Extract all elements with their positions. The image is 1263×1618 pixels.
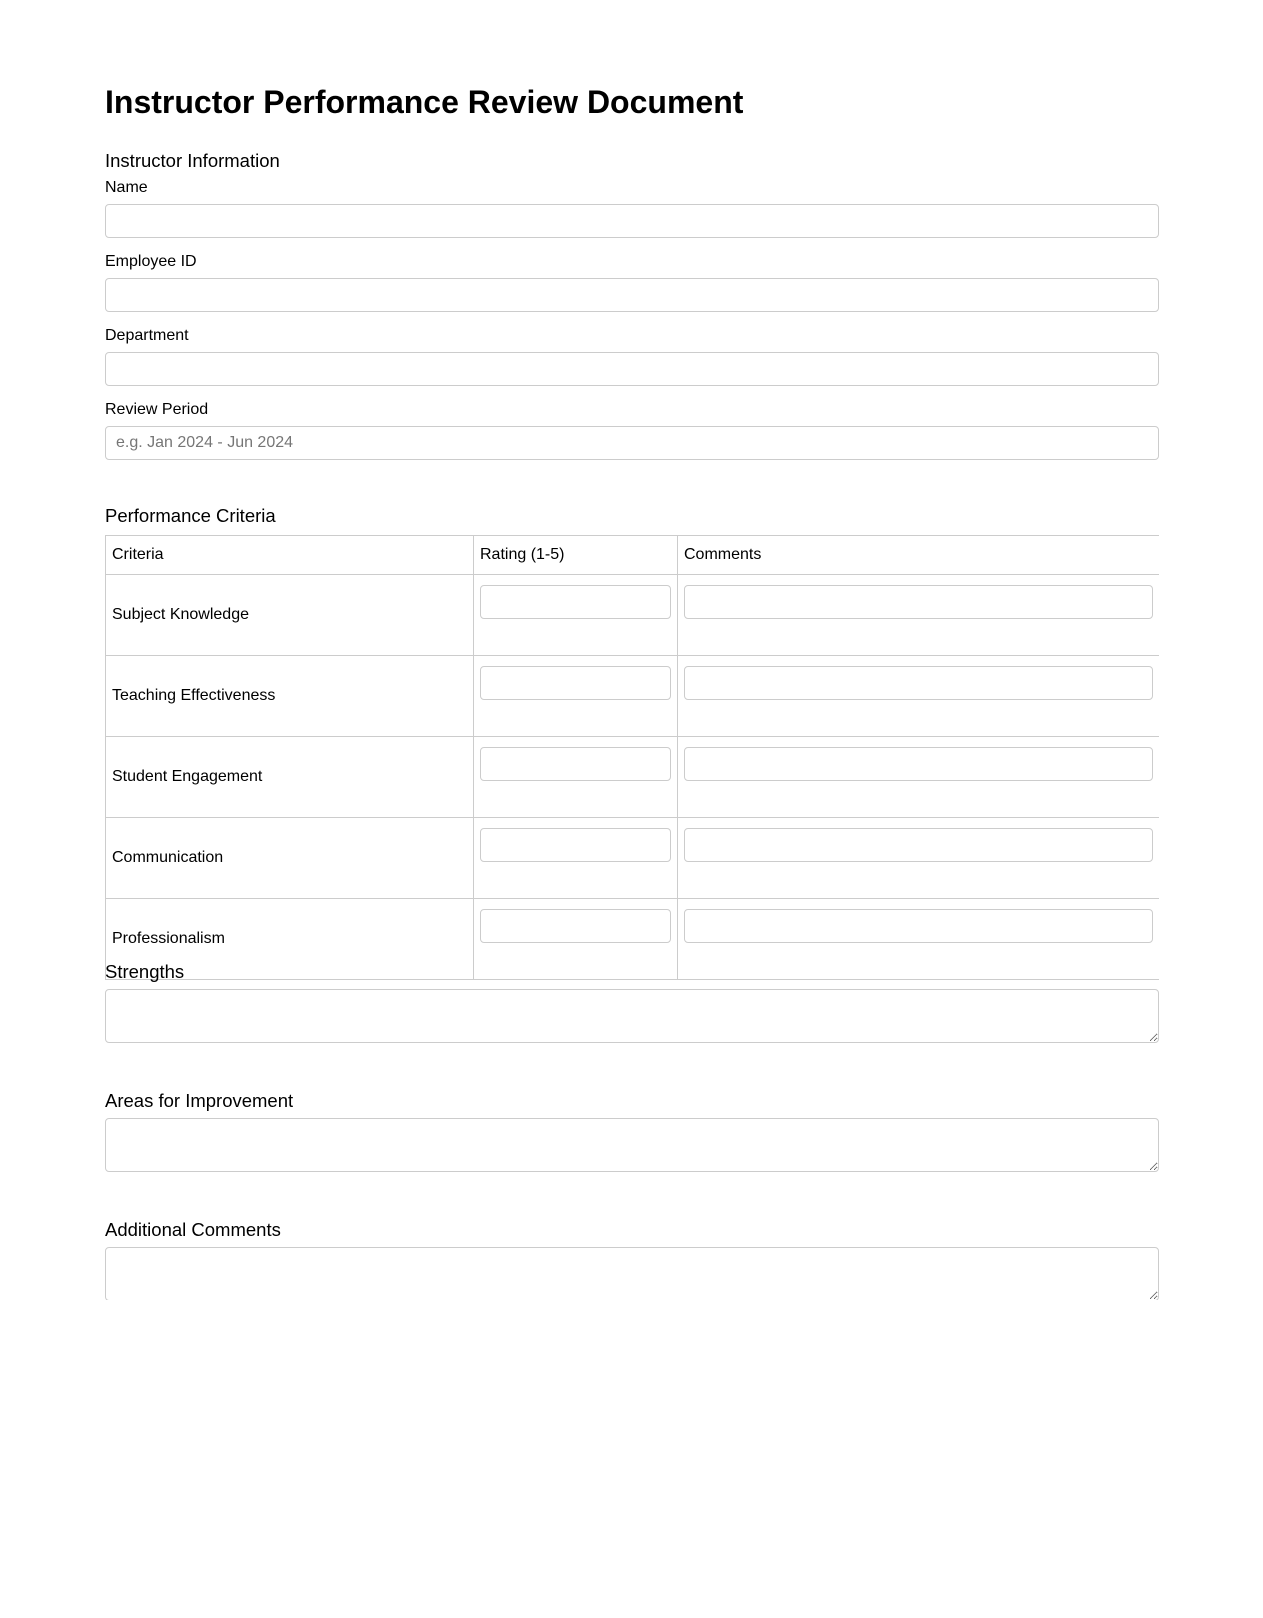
criteria-subject-knowledge: Subject Knowledge [106,575,474,656]
review-period-input[interactable] [105,426,1159,460]
comments-input-teaching-effectiveness[interactable] [684,666,1153,700]
areas-for-improvement-textarea[interactable] [105,1118,1159,1172]
table-row [106,899,1160,980]
rating-cell [474,575,678,656]
review-period-label: Review Period [105,401,209,418]
table-row [106,656,1160,737]
strengths-heading: Strengths [105,961,185,982]
review-document [105,0,1159,1300]
employee-id-input[interactable] [105,278,1159,312]
rating-cell [474,818,678,899]
rating-input-student-engagement[interactable] [480,747,671,781]
comments-input-professionalism[interactable] [684,909,1153,943]
department-label: Department [105,327,189,344]
rating-cell [474,737,678,818]
additional-comments-textarea[interactable] [105,1247,1159,1300]
table-row [106,575,1160,656]
additional-comments-heading: Additional Comments [105,1219,281,1240]
department-input[interactable] [105,352,1159,386]
comments-input-communication[interactable] [684,828,1153,862]
criteria-teaching-effectiveness: Teaching Effectiveness [106,656,474,737]
table-row [106,818,1160,899]
strengths-textarea[interactable] [105,989,1159,1043]
criteria-student-engagement: Student Engagement [106,737,474,818]
comments-cell [678,737,1160,818]
comments-cell [678,575,1160,656]
comments-cell [678,656,1160,737]
column-header-comments: Comments [678,536,1160,575]
rating-input-subject-knowledge[interactable] [480,585,671,619]
comments-input-student-engagement[interactable] [684,747,1153,781]
rating-input-teaching-effectiveness[interactable] [480,666,671,700]
comments-input-subject-knowledge[interactable] [684,585,1153,619]
areas-for-improvement-heading: Areas for Improvement [105,1090,294,1111]
rating-input-communication[interactable] [480,828,671,862]
comments-cell [678,899,1160,980]
name-input[interactable] [105,204,1159,238]
instructor-information-heading: Instructor Information [105,150,280,171]
name-label: Name [105,179,148,196]
comments-cell [678,818,1160,899]
rating-input-professionalism[interactable] [480,909,671,943]
column-header-rating: Rating (1-5) [474,536,678,575]
employee-id-label: Employee ID [105,253,197,270]
criteria-professionalism: Professionalism [106,899,474,980]
page-title: Instructor Performance Review Document [105,84,744,120]
rating-cell [474,899,678,980]
rating-cell [474,656,678,737]
performance-criteria-table [105,535,1159,980]
table-header-row [106,536,1160,575]
column-header-criteria: Criteria [106,536,474,575]
table-row [106,737,1160,818]
criteria-communication: Communication [106,818,474,899]
performance-criteria-heading: Performance Criteria [105,505,276,526]
